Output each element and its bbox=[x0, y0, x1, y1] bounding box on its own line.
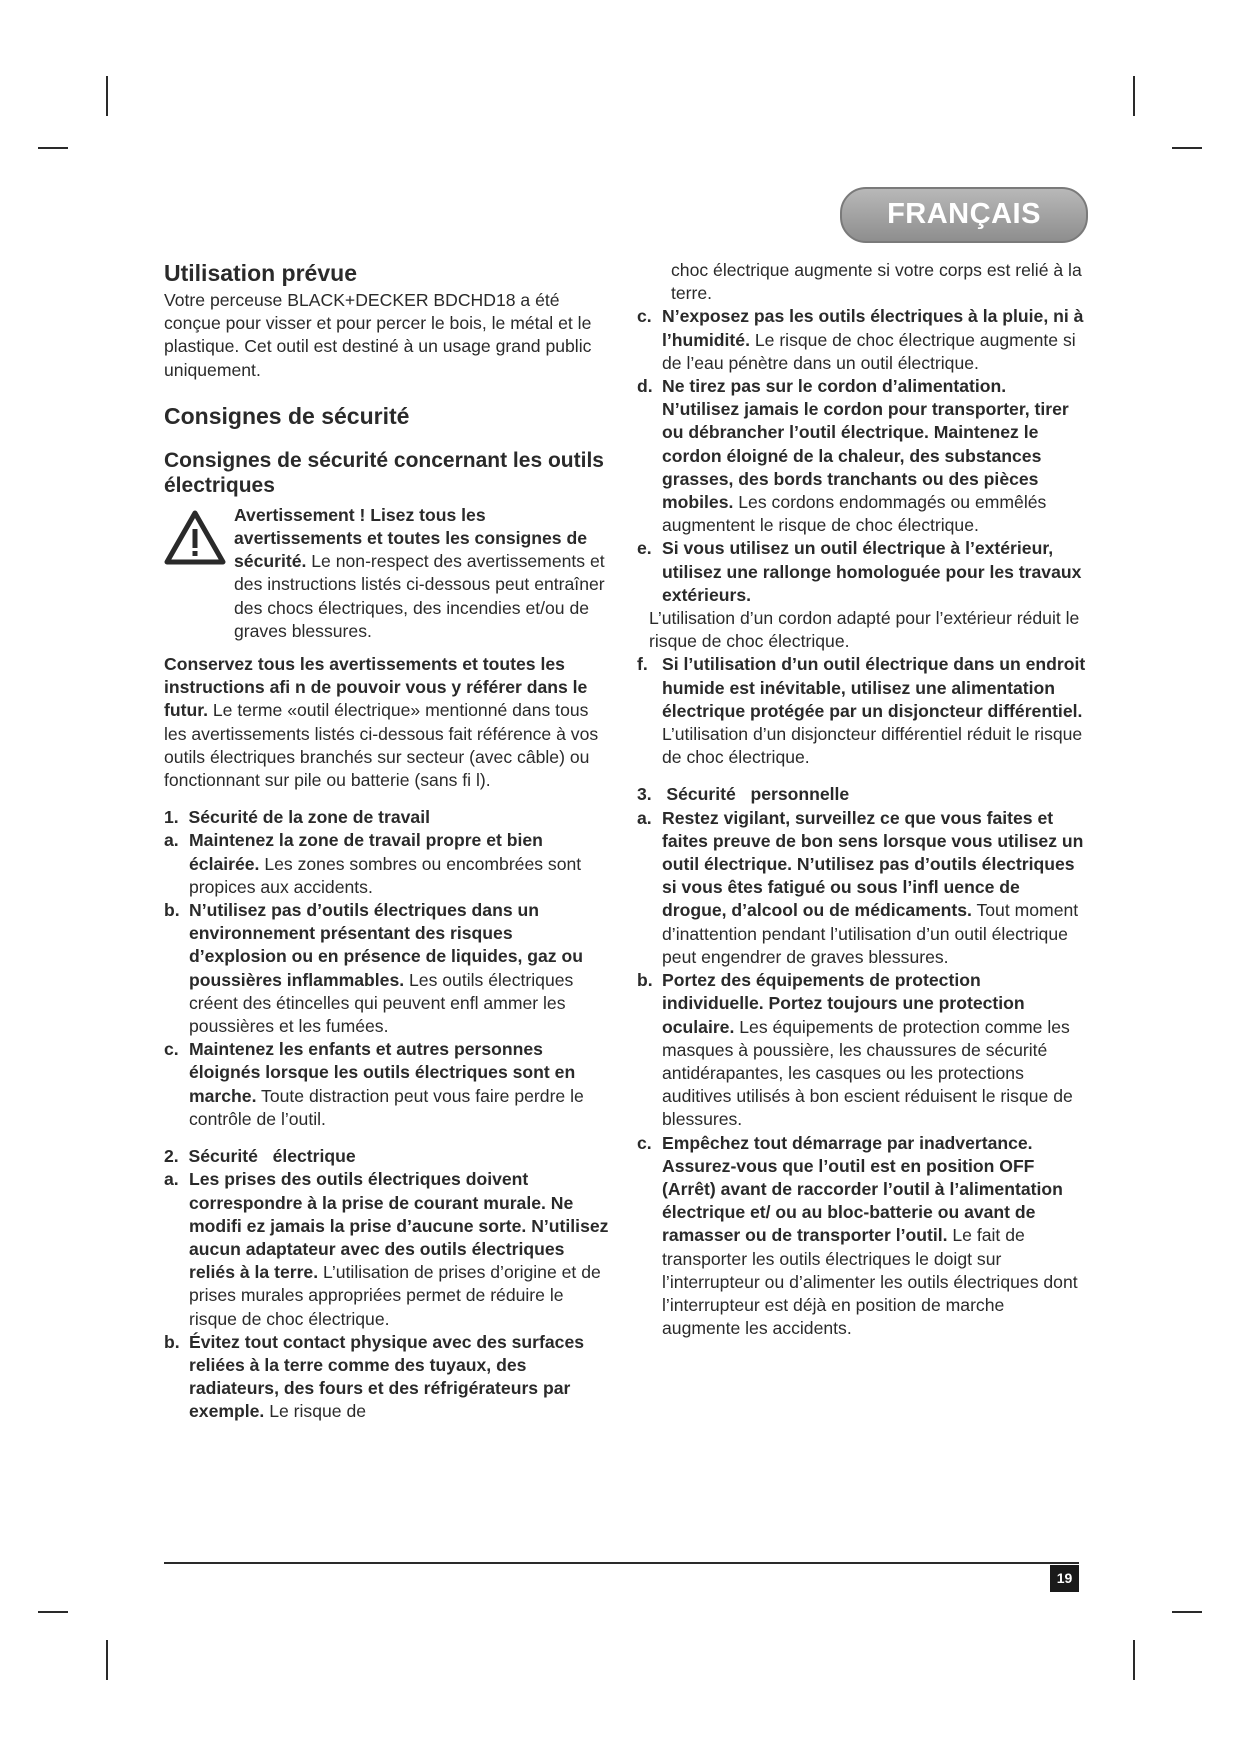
continuation-text: choc électrique augmente si votre corps est relié à la terre. bbox=[671, 260, 1082, 304]
list-item: a. Maintenez la zone de travail propre et bien éclairée. Les zones sombres ou encombrées sont propices aux accidents. bbox=[164, 830, 582, 897]
crop-mark bbox=[1172, 1611, 1202, 1613]
safety-heading: Consignes de sécurité bbox=[164, 402, 410, 429]
list-item: b. Évitez tout contact physique avec des surfaces reliées à la terre comme des tuyaux, des radiateurs, des fours et des réfrigérateurs par exemple. Le risque de bbox=[164, 1331, 585, 1422]
crop-mark bbox=[1133, 1640, 1135, 1680]
list-item: a. Les prises des outils électriques doivent correspondre à la prise de courant murale. Ne modifi ez jamais la prise d’aucune sorte. N’utilisez aucun adaptateur avec des outils électriques reliés à la terre. L’utilisation de prises d’origine et de prises murales appropriées permet de réduire le risque de choc électrique. bbox=[164, 1169, 609, 1329]
list-item: f. Si l’utilisation d’un outil électrique dans un endroit humide est inévitable, utilisez une alimentation électrique protégée par un disjoncteur différentiel. L’utilisation d’un disjoncteur différentiel réduit le risque de choc électrique. bbox=[637, 654, 1086, 768]
section-title: Sécurité électrique bbox=[188, 1146, 356, 1167]
intended-use-heading: Utilisation prévue bbox=[164, 260, 357, 286]
crop-mark bbox=[38, 1611, 68, 1613]
section-personal bbox=[637, 783, 1087, 1340]
section-number: 2. bbox=[164, 1146, 179, 1167]
list-item: b. N’utilisez pas d’outils électriques dans un environnement présentant des risques d’explosion ou en présence de liquides, gaz ou poussières inflammables. Les outils électriques créent des étincelles qui peuvent enfl ammer les poussières et les fumées. bbox=[164, 900, 583, 1037]
list-item: b. Portez des équipements de protection individuelle. Portez toujours une protection oculaire. Les équipements de protection comme les masques à poussière, les chaussures de sécurité antidérapantes, les casques ou les protections auditives utilisés à bon escient réduisent le risque de blessures. bbox=[637, 970, 1073, 1130]
warning-text: Le non-respect des avertissements et des instructions listés ci-dessous peut entraîner des chocs électriques, des incendies et/ou de graves blessures. bbox=[234, 551, 605, 641]
section-number: 3. bbox=[637, 784, 652, 805]
warning-bold: Avertissement ! Lisez tous les avertissements et toutes les consignes de sécurité. bbox=[234, 504, 587, 572]
section-number: 1. bbox=[164, 807, 179, 828]
crop-mark bbox=[38, 147, 68, 149]
intended-use-body: Votre perceuse BLACK+DECKER BDCHD18 a été conçue pour visser et pour percer le bois, le métal et le plastique. Cet outil est destiné à un usage grand public uniquement. bbox=[164, 290, 592, 380]
list-item: d. Ne tirez pas sur le cordon d’alimentation. N’utilisez jamais le cordon pour transporter, tirer ou débrancher l’outil électrique. Maintenez le cordon éloigné de la chaleur, des substances grasses, des bords tranchants ou des pièces mobiles. Les cordons endommagés ou emmêlés augmentent le risque de choc électrique. bbox=[637, 376, 1069, 536]
keep-instructions-text: Le terme «outil électrique» mentionné dans tous les avertissements listés ci-dessous fait référence à vos outils électriques branchés sur secteur (avec câble) ou fonctionnant sur pile ou batterie (sans fi l). bbox=[164, 700, 599, 791]
right-column bbox=[637, 259, 1087, 1340]
language-badge: FRANÇAIS bbox=[840, 187, 1088, 243]
left-column bbox=[164, 259, 614, 1424]
list-item: a. Restez vigilant, surveillez ce que vous faites et faites preuve de bon sens lorsque vous utilisez un outil électrique. N’utilisez pas d’outils électriques si vous êtes fatigué ou sous l’infl uence de drogue, d’alcool ou de médicaments. Tout moment d’inattention pendant l’utilisation d’un outil électrique peut engendrer de graves blessures. bbox=[637, 807, 1084, 967]
page-number: 19 bbox=[1050, 1565, 1079, 1592]
item-e-followup: L’utilisation d’un cordon adapté pour l’extérieur réduit le risque de choc électrique. bbox=[649, 608, 1080, 652]
list-item: c. N’exposez pas les outils électriques à la pluie, ni à l’humidité. Le risque de choc électrique augmente si de l’eau pénètre dans un outil électrique. bbox=[637, 306, 1084, 373]
crop-mark bbox=[106, 76, 108, 116]
warning-icon bbox=[164, 504, 232, 643]
list-item: e. Si vous utilisez un outil électrique à l’extérieur, utilisez une rallonge homologuée pour les travaux extérieurs. bbox=[637, 538, 1082, 605]
section-electrical bbox=[164, 1145, 614, 1423]
keep-instructions-bold: Conservez tous les avertissements et toutes les instructions afi n de pouvoir vous y référer dans le futur. bbox=[164, 654, 588, 721]
section-work-area bbox=[164, 806, 614, 1131]
list-item: c. Empêchez tout démarrage par inadvertance. Assurez-vous que l’outil est en position OFF (Arrêt) avant de raccorder l’outil à l’alimentation électrique et/ ou au bloc-batterie ou avant de ramasser ou de transporter l’outil. Le fait de transporter les outils électriques le doigt sur l’interrupteur ou d’alimenter les outils électriques dont l’interrupteur est déjà en position de marche augmente les accidents. bbox=[637, 1132, 1078, 1339]
safety-subheading: Consignes de sécurité concernant les outils électriques bbox=[164, 448, 604, 497]
crop-mark bbox=[1133, 76, 1135, 116]
list-item: c. Maintenez les enfants et autres personnes éloignés lorsque les outils électriques sont en marche. Toute distraction peut vous faire perdre le contrôle de l’outil. bbox=[164, 1039, 584, 1129]
footer-rule bbox=[164, 1562, 1079, 1564]
section-title: Sécurité de la zone de travail bbox=[188, 807, 430, 828]
warning-block bbox=[164, 504, 614, 643]
crop-mark bbox=[106, 1640, 108, 1680]
section-title: Sécurité personnelle bbox=[666, 784, 850, 805]
crop-mark bbox=[1172, 147, 1202, 149]
